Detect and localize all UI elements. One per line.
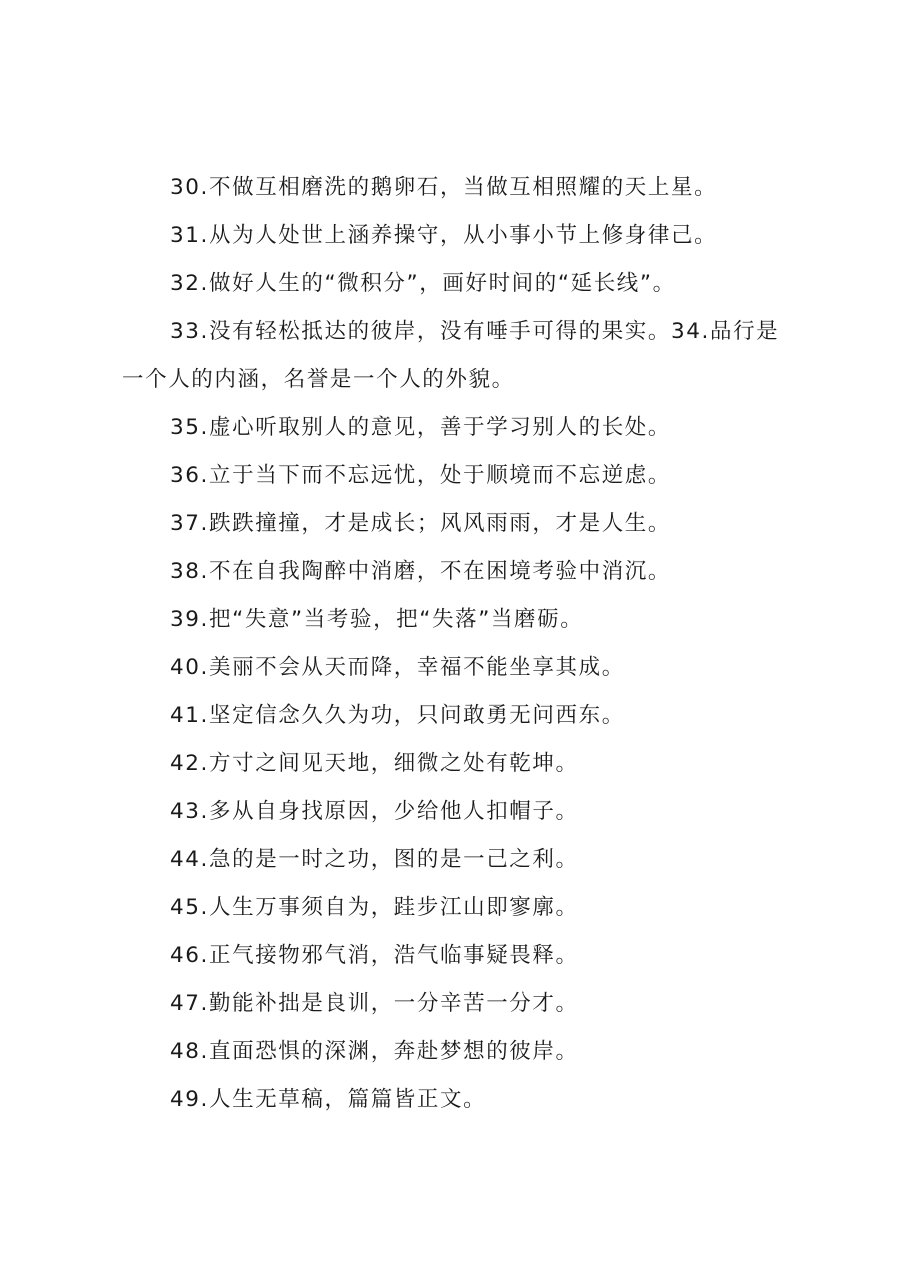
quote-paragraph-33-34: 33.没有轻松抵达的彼岸，没有唾手可得的果实。34.品行是一个人的内涵，名誉是一个人的外貌。 xyxy=(122,319,780,392)
quote-paragraph-46: 46.正气接物邪气消，浩气临事疑畏释。 xyxy=(170,943,579,968)
quote-paragraph-47: 47.勤能补拙是良训，一分辛苦一分才。 xyxy=(170,991,579,1016)
quote-paragraph-45: 45.人生万事须自为，跬步江山即寥廓。 xyxy=(170,895,579,920)
quote-paragraph-36: 36.立于当下而不忘远忧，处于顺境而不忘逆虑。 xyxy=(170,463,671,488)
quote-paragraph-43: 43.多从自身找原因，少给他人扣帽子。 xyxy=(170,799,579,824)
quote-paragraph-41: 41.坚定信念久久为功，只问敢勇无问西东。 xyxy=(170,703,625,728)
document-body xyxy=(122,164,802,1124)
quote-paragraph-49: 49.人生无草稿，篇篇皆正文。 xyxy=(170,1087,487,1112)
quote-paragraph-35: 35.虚心听取别人的意见，善于学习别人的长处。 xyxy=(170,415,671,440)
quote-paragraph-48: 48.直面恐惧的深渊，奔赴梦想的彼岸。 xyxy=(170,1039,579,1064)
quote-paragraph-44: 44.急的是一时之功，图的是一己之利。 xyxy=(170,847,579,872)
quote-paragraph-31: 31.从为人处世上涵养操守，从小事小节上修身律己。 xyxy=(170,223,718,248)
quote-paragraph-39: 39.把“失意”当考验，把“失落”当磨砺。 xyxy=(170,607,584,632)
quote-paragraph-32: 32.做好人生的“微积分”，画好时间的“延长线”。 xyxy=(170,271,676,296)
quote-paragraph-37: 37.跌跌撞撞，才是成长；风风雨雨，才是人生。 xyxy=(170,511,671,536)
quote-paragraph-30: 30.不做互相磨洗的鹅卵石，当做互相照耀的天上星。 xyxy=(170,175,718,200)
quote-paragraph-42: 42.方寸之间见天地，细微之处有乾坤。 xyxy=(170,751,579,776)
quote-paragraph-40: 40.美丽不会从天而降，幸福不能坐享其成。 xyxy=(170,655,625,680)
quote-paragraph-38: 38.不在自我陶醉中消磨，不在困境考验中消沉。 xyxy=(170,559,671,584)
